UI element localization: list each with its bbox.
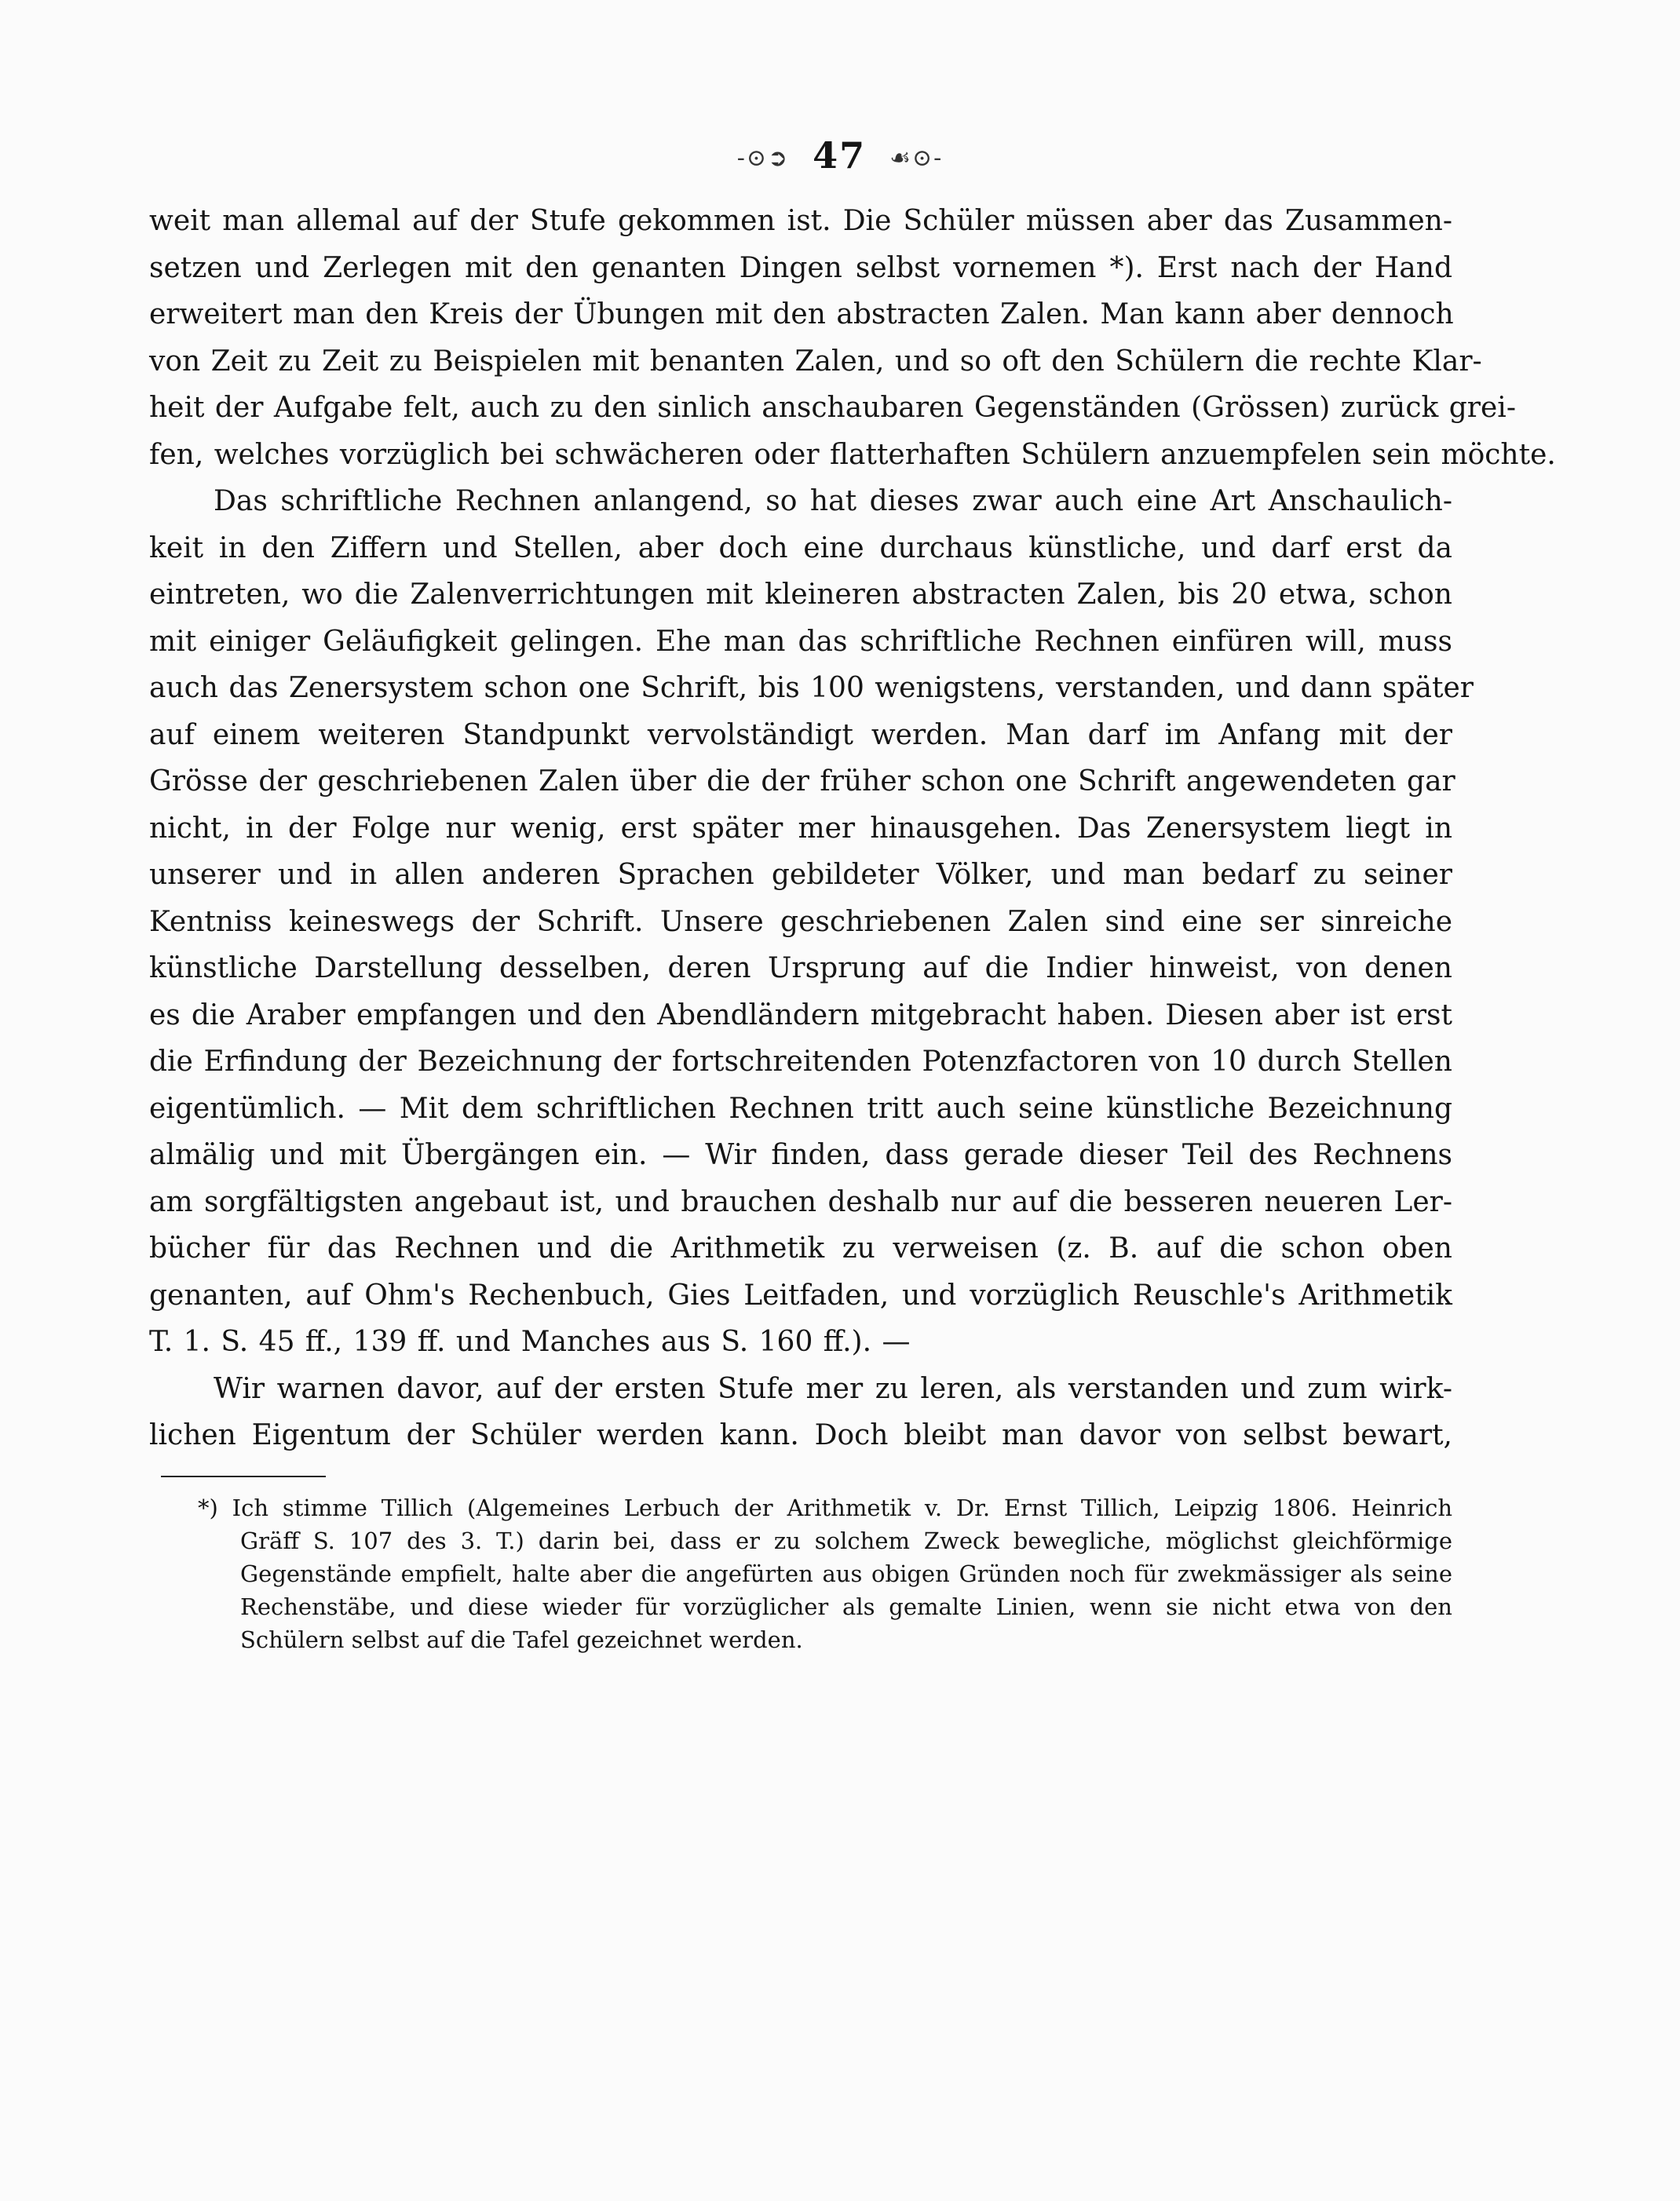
body-line: fen, welches vorzüglich bei schwächeren oder flatterhaften Schülern anzuempfelen sein möchte. — [149, 438, 1556, 471]
footnotes — [149, 1491, 1452, 1656]
footnote-divider — [161, 1476, 326, 1477]
footnote-line: Gräff S. 107 des 3. T.) darin bei, dass er zu solchem Zweck bewegliche, möglichst gleichförmige — [240, 1528, 1452, 1554]
page-number: 47 — [813, 134, 867, 177]
body-line: Kentniss keineswegs der Schrift. Unsere geschriebenen Zalen sind eine ser sinreiche — [149, 905, 1452, 938]
body-line: erweitert man den Kreis der Übungen mit den abstracten Zalen. Man kann aber dennoch — [149, 298, 1454, 330]
body-line: eigentümlich. — Mit dem schriftlichen Rechnen tritt auch seine künstliche Bezeichnung — [149, 1092, 1452, 1125]
body-line: mit einiger Geläufigkeit gelingen. Ehe man das schriftliche Rechnen einfüren will, muss — [149, 625, 1452, 658]
page-header — [0, 132, 1680, 182]
body-line: von Zeit zu Zeit zu Beispielen mit benanten Zalen, und so oft den Schülern die rechte Klar- — [149, 345, 1482, 378]
footnote-line: Gegenstände empfielt, halte aber die angefürten aus obigen Gründen noch für zwekmässiger als seine — [240, 1560, 1452, 1587]
body-line: künstliche Darstellung desselben, deren Ursprung auf die Indier hinweist, von denen — [149, 952, 1452, 984]
footnote-line: Rechenstäbe, und diese wieder für vorzüglicher als gemalte Linien, wenn sie nicht etwa von den — [240, 1593, 1452, 1620]
footnote-line: Schülern selbst auf die Tafel gezeichnet werden. — [240, 1626, 803, 1653]
body-text — [149, 198, 1556, 1459]
body-line: weit man allemal auf der Stufe gekommen ist. Die Schüler müssen aber das Zusammen- — [149, 205, 1452, 237]
body-line: lichen Eigentum der Schüler werden kann. Doch bleibt man davor von selbst bewart, — [149, 1419, 1452, 1451]
body-line: almälig und mit Übergängen ein. — Wir finden, dass gerade dieser Teil des Rechnens — [149, 1139, 1452, 1171]
body-line: keit in den Ziffern und Stellen, aber doch eine durchaus künstliche, und darf erst da — [149, 531, 1452, 564]
body-line: bücher für das Rechnen und die Arithmetik zu verweisen (z. B. auf die schon oben — [149, 1232, 1452, 1265]
ornament-left: -⊙➲ — [736, 144, 790, 172]
body-line: es die Araber empfangen und den Abendländern mitgebracht haben. Diesen aber ist erst — [149, 998, 1452, 1031]
body-line: T. 1. S. 45 ff., 139 ff. und Manches aus S. 160 ff.). — — [149, 1326, 911, 1358]
footnote-line: *) Ich stimme Tillich (Algemeines Lerbuch der Arithmetik v. Dr. Ernst Tillich, Leipzig 1806. Heinrich — [198, 1495, 1452, 1521]
body-line: auf einem weiteren Standpunkt vervolständigt werden. Man darf im Anfang mit der — [149, 718, 1452, 751]
body-line: genanten, auf Ohm's Rechenbuch, Gies Leitfaden, und vorzüglich Reuschle's Arithmetik — [149, 1279, 1452, 1312]
body-line: nicht, in der Folge nur wenig, erst später mer hinausgehen. Das Zenersystem liegt in — [149, 812, 1452, 845]
body-line: Das schriftliche Rechnen anlangend, so hat dieses zwar auch eine Art Anschaulich- — [214, 485, 1452, 517]
body-line: auch das Zenersystem schon one Schrift, bis 100 wenigstens, verstanden, und dann später — [149, 672, 1474, 704]
body-line: Grösse der geschriebenen Zalen über die der früher schon one Schrift angewendeten gar — [149, 765, 1455, 798]
body-line: am sorgfältigsten angebaut ist, und brauchen deshalb nur auf die besseren neueren Ler- — [149, 1185, 1452, 1218]
body-line: unserer und in allen anderen Sprachen gebildeter Völker, und man bedarf zu seiner — [149, 859, 1452, 891]
ornament-right: ☙⊙- — [889, 144, 944, 172]
body-line: die Erfindung der Bezeichnung der fortschreitenden Potenzfactoren von 10 durch Stellen — [149, 1046, 1452, 1078]
body-line: setzen und Zerlegen mit den genanten Dingen selbst vornemen *). Erst nach der Hand — [149, 251, 1452, 284]
body-line: heit der Aufgabe felt, auch zu den sinlich anschaubaren Gegenständen (Grössen) zurück grei- — [149, 392, 1516, 424]
body-line: eintreten, wo die Zalenverrichtungen mit kleineren abstracten Zalen, bis 20 etwa, schon — [149, 579, 1452, 611]
body-line: Wir warnen davor, auf der ersten Stufe mer zu leren, als verstanden und zum wirk- — [214, 1372, 1452, 1405]
